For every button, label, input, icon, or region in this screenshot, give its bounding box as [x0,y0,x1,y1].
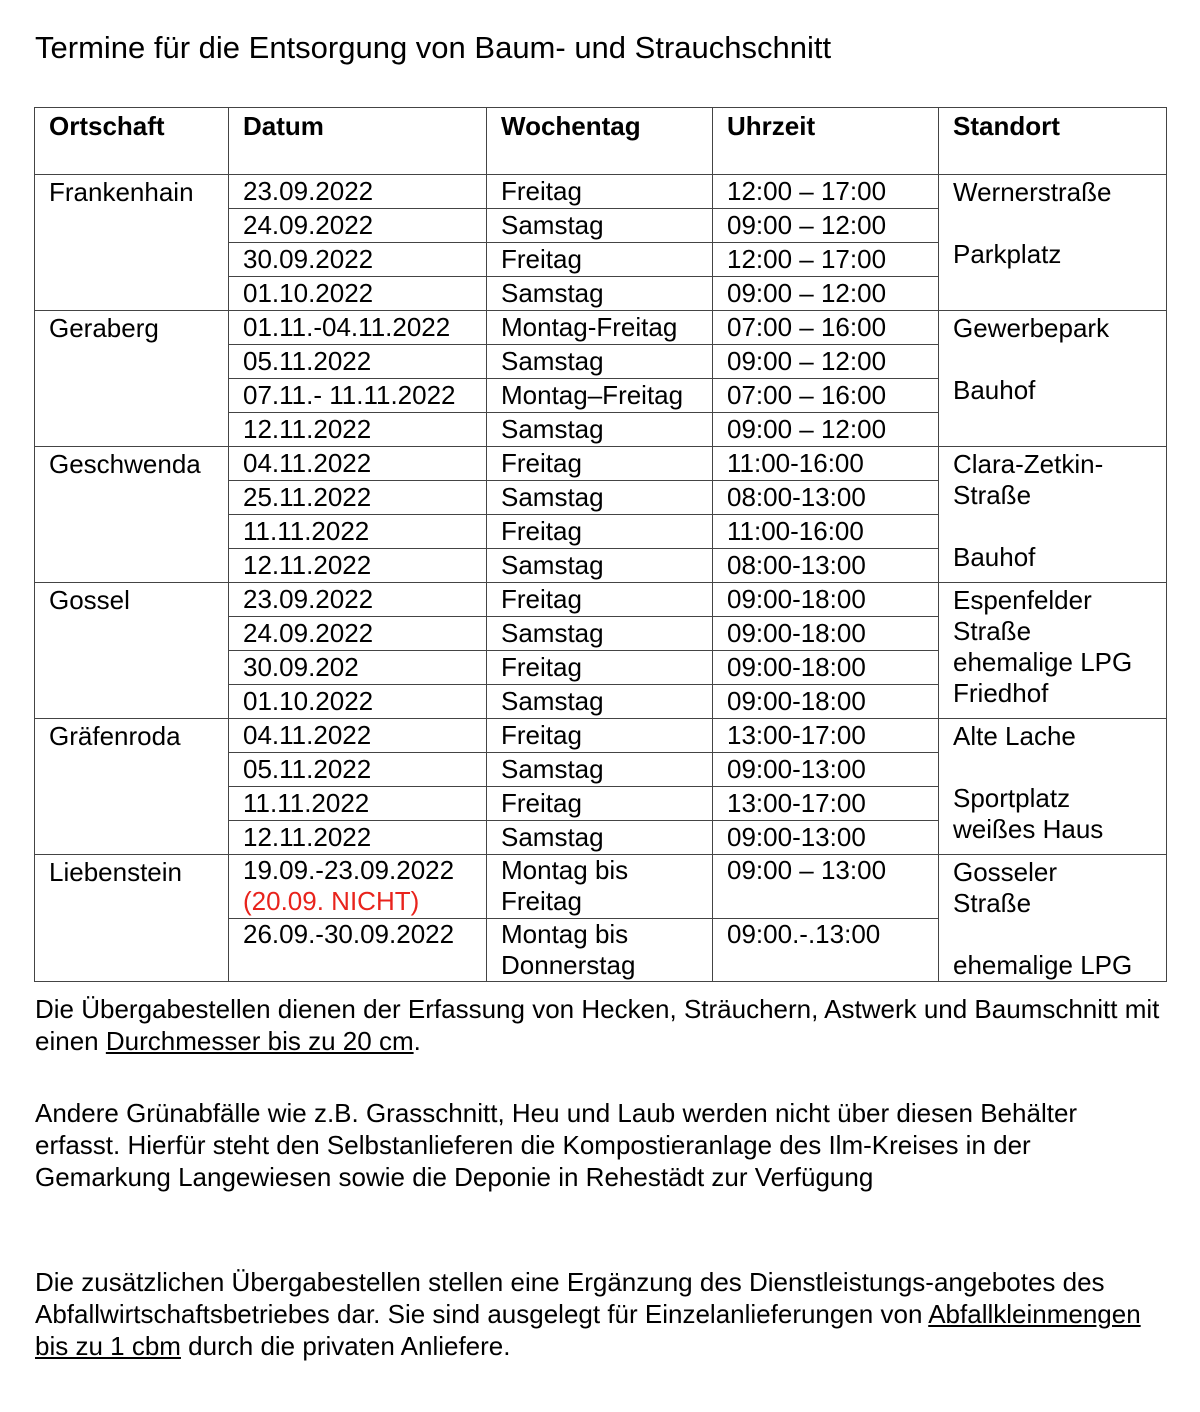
wochentag-cell: Montag-Freitag [487,311,713,345]
standort-line: Espenfelder [953,585,1092,615]
wochentag-line: Montag bis [501,855,629,885]
uhrzeit-cell: 13:00-17:00 [713,787,939,821]
datum-cell: 30.09.202 [229,651,487,685]
datum-cell: 23.09.2022 [229,175,487,209]
uhrzeit-cell: 09:00 – 12:00 [713,345,939,379]
standort-cell [939,311,1167,447]
uhrzeit-cell: 09:00-18:00 [713,583,939,617]
standort-line: Clara-Zetkin- [953,449,1104,479]
uhrzeit-cell: 07:00 – 16:00 [713,311,939,345]
wochentag-cell: Samstag [487,209,713,243]
header-uhrzeit: Uhrzeit [713,108,939,175]
uhrzeit-cell: 08:00-13:00 [713,549,939,583]
header-wochentag: Wochentag [487,108,713,175]
wochentag-line: Montag bis [501,918,629,949]
uhrzeit-cell: 09:00-13:00 [713,753,939,787]
table-row [35,447,1167,481]
ortschaft-cell: Geraberg [35,311,229,447]
table-row-liebenstein-1 [35,855,1167,919]
datum-cell [229,855,487,919]
wochentag-cell: Samstag [487,413,713,447]
datum-cell: 26.09.-30.09.2022 [229,918,487,982]
ortschaft-cell: Liebenstein [35,855,229,982]
wochentag-cell: Samstag [487,685,713,719]
wochentag-cell [487,855,713,919]
datum-cell: 01.11.-04.11.2022 [229,311,487,345]
datum-cell: 12.11.2022 [229,413,487,447]
standort-line: Friedhof [953,678,1049,708]
table-header-row [35,108,1167,175]
uhrzeit-cell: 09:00 – 12:00 [713,277,939,311]
uhrzeit-cell: 09:00-13:00 [713,821,939,855]
wochentag-cell: Samstag [487,345,713,379]
standort-line [953,208,1166,239]
standort-line: Parkplatz [953,239,1062,269]
standort-line [953,752,1166,783]
wochentag-cell: Freitag [487,583,713,617]
wochentag-line: Freitag [501,886,582,916]
uhrzeit-cell: 09:00.-.13:00 [713,918,939,982]
ortschaft-cell: Gossel [35,583,229,719]
standort-line [953,406,1166,437]
uhrzeit-cell: 11:00-16:00 [713,515,939,549]
standort-line: Sportplatz [953,783,1071,813]
wochentag-line: Donnerstag [501,949,636,980]
datum-cell: 04.11.2022 [229,719,487,753]
wochentag-cell [487,918,713,982]
standort-line [953,344,1166,375]
standort-cell [939,583,1167,719]
datum-cell: 05.11.2022 [229,345,487,379]
uhrzeit-cell: 13:00-17:00 [713,719,939,753]
standort-line: Bauhof [953,375,1036,405]
uhrzeit-cell: 09:00 – 13:00 [713,855,939,919]
uhrzeit-cell: 09:00-18:00 [713,685,939,719]
datum-cell: 01.10.2022 [229,277,487,311]
header-ortschaft: Ortschaft [35,108,229,175]
datum-exception-note: (20.09. NICHT) [243,886,420,916]
standort-line [953,270,1166,301]
paragraph-text: Die zusätzlichen Übergabestellen stellen eine Ergänzung des Dienstleistungs-angebotes des Abfallwirtschaftsbetriebes dar. Sie sind ausgelegt für Einzelanlieferungen von [35,1267,1105,1329]
uhrzeit-cell: 09:00 – 12:00 [713,209,939,243]
header-datum: Datum [229,108,487,175]
ortschaft-cell: Frankenhain [35,175,229,311]
paragraph-text: Die Übergabestellen dienen der Erfassung von Hecken, Sträuchern, Astwerk und Baumschnitt mit einen [35,994,1160,1056]
paragraph-text: durch die privaten Anliefere. [180,1331,511,1361]
datum-cell: 05.11.2022 [229,753,487,787]
ortschaft-cell: Gräfenroda [35,719,229,855]
wochentag-cell: Freitag [487,719,713,753]
wochentag-cell: Samstag [487,821,713,855]
datum-cell: 24.09.2022 [229,209,487,243]
standort-line: Wernerstraße [953,177,1112,207]
standort-line: Straße [953,616,1032,646]
paragraph-text: . [413,1026,421,1056]
paragraph-additional-stations [35,1266,1165,1362]
standort-line [953,511,1166,542]
standort-cell [939,719,1167,855]
datum-cell: 23.09.2022 [229,583,487,617]
table-body [35,175,1167,982]
uhrzeit-cell: 11:00-16:00 [713,447,939,481]
wochentag-cell: Samstag [487,549,713,583]
ortschaft-cell: Geschwenda [35,447,229,583]
wochentag-cell: Freitag [487,175,713,209]
datum-cell: 30.09.2022 [229,243,487,277]
paragraph-other-waste: Andere Grünabfälle wie z.B. Grasschnitt, Heu und Laub werden nicht über diesen Behälter erfasst. Hierfür steht den Selbstanlieferen die Kompostieranlage des Ilm-Kreises in der Gemarkung Langewiesen sowie die Deponie in Rehestädt zur Verfügung [35,1098,1078,1192]
wochentag-cell: Freitag [487,243,713,277]
standort-line: Bauhof [953,542,1036,572]
standort-line: Gosseler [953,857,1058,887]
standort-cell [939,447,1167,583]
wochentag-cell: Montag–Freitag [487,379,713,413]
table-row [35,719,1167,753]
standort-line: Straße [953,480,1032,510]
standort-cell [939,175,1167,311]
wochentag-cell: Samstag [487,753,713,787]
table-row [35,175,1167,209]
datum-cell: 12.11.2022 [229,549,487,583]
standort-line: weißes Haus [953,814,1104,844]
underlined-text: Abfallkleinmengen bis zu 1 cbm [35,1299,1141,1361]
paragraph-diameter [35,993,1165,1057]
uhrzeit-cell: 08:00-13:00 [713,481,939,515]
wochentag-cell: Freitag [487,787,713,821]
datum-value: 19.09.-23.09.2022 [243,855,455,885]
standort-line: Gewerbepark [953,313,1110,343]
datum-cell: 25.11.2022 [229,481,487,515]
underlined-text: Durchmesser bis zu 20 cm [105,1026,414,1056]
uhrzeit-cell: 09:00-18:00 [713,651,939,685]
datum-cell: 12.11.2022 [229,821,487,855]
standort-line: ehemalige LPG [953,950,1133,980]
schedule-table [34,107,1167,982]
wochentag-cell: Samstag [487,481,713,515]
datum-cell: 07.11.- 11.11.2022 [229,379,487,413]
wochentag-cell: Samstag [487,277,713,311]
standort-cell [939,855,1167,982]
uhrzeit-cell: 12:00 – 17:00 [713,175,939,209]
uhrzeit-cell: 07:00 – 16:00 [713,379,939,413]
wochentag-cell: Freitag [487,447,713,481]
datum-cell: 11.11.2022 [229,787,487,821]
wochentag-cell: Freitag [487,515,713,549]
table-row [35,583,1167,617]
standort-line [953,919,1166,950]
header-standort: Standort [939,108,1167,175]
standort-line: ehemalige LPG [953,647,1133,677]
standort-line: Straße [953,888,1032,918]
wochentag-cell: Samstag [487,617,713,651]
datum-cell: 11.11.2022 [229,515,487,549]
page-title: Termine für die Entsorgung von Baum- und Strauchschnitt [35,30,832,65]
datum-cell: 24.09.2022 [229,617,487,651]
uhrzeit-cell: 09:00 – 12:00 [713,413,939,447]
table-row [35,311,1167,345]
wochentag-cell: Freitag [487,651,713,685]
datum-cell: 04.11.2022 [229,447,487,481]
datum-cell: 01.10.2022 [229,685,487,719]
uhrzeit-cell: 09:00-18:00 [713,617,939,651]
standort-line: Alte Lache [953,721,1076,751]
uhrzeit-cell: 12:00 – 17:00 [713,243,939,277]
